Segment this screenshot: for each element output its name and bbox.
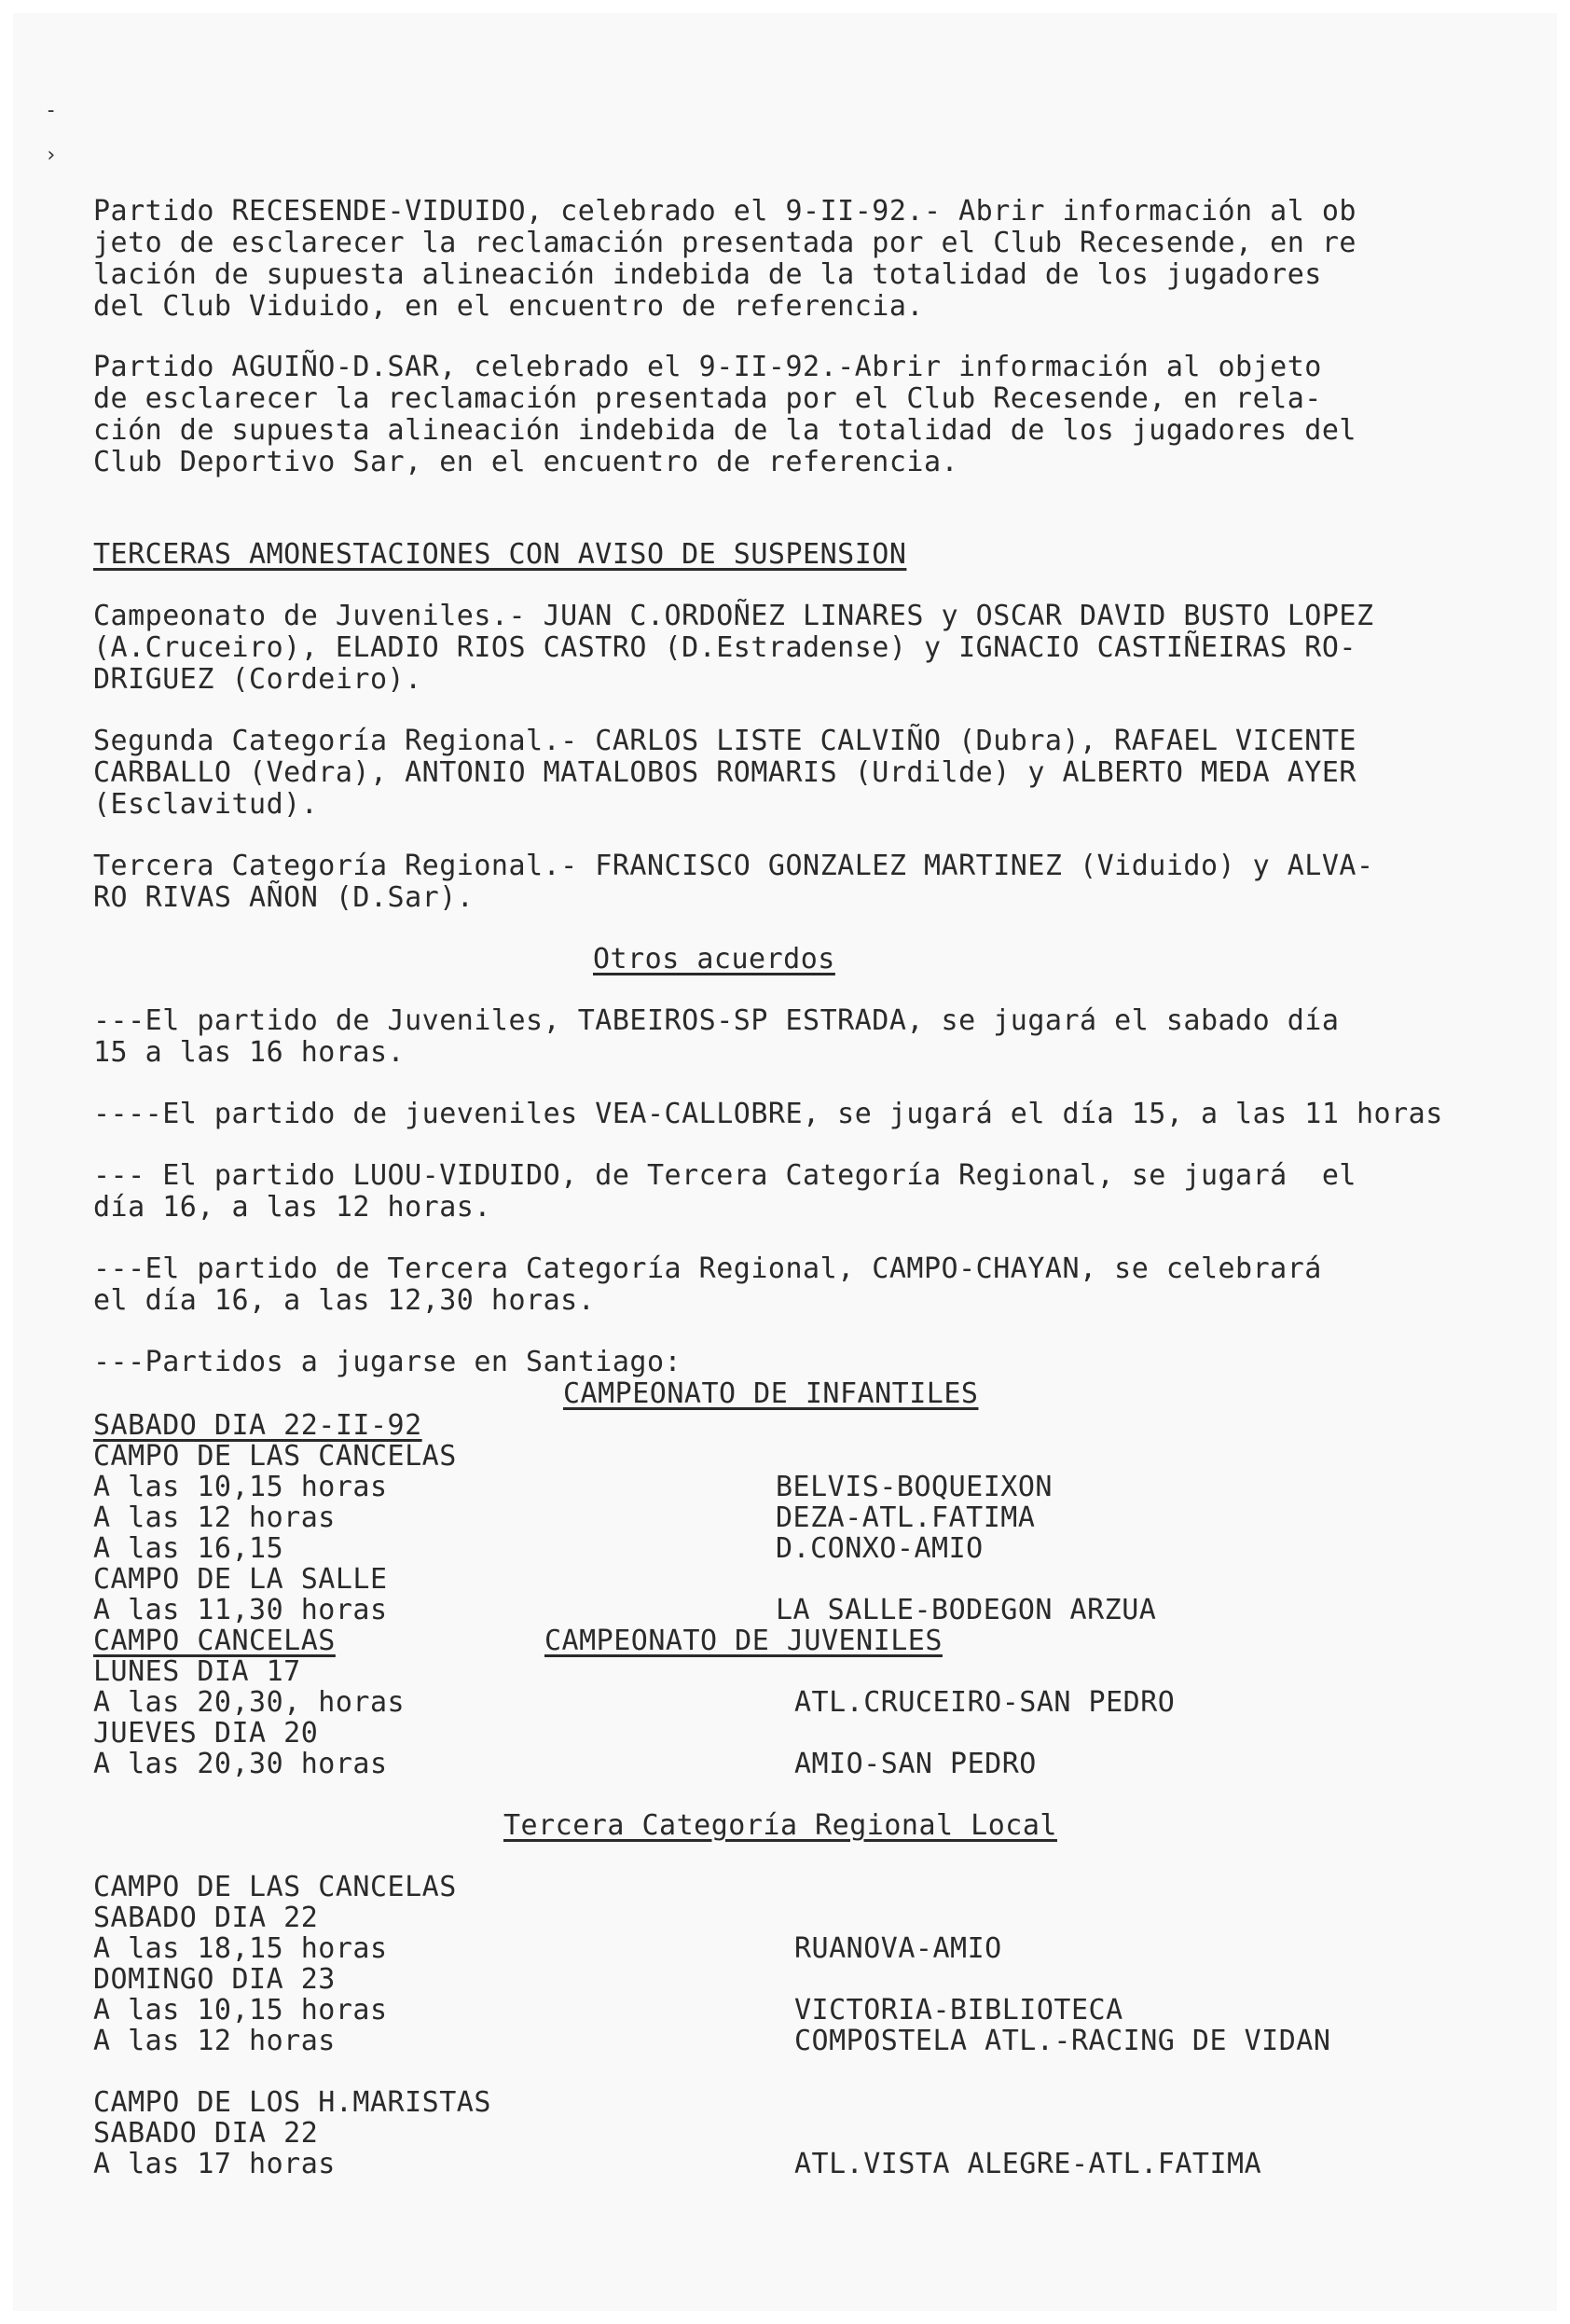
venue-line: CAMPO DE LOS H.MARISTAS <box>93 2086 491 2119</box>
acuerdo-line: ---El partido de Tercera Categoría Regional, CAMPO-CHAYAN, se celebrará <box>93 1252 1322 1285</box>
schedule-time: A las 10,15 horas <box>93 1994 388 2027</box>
schedule-time: A las 11,30 horas <box>93 1594 388 1626</box>
acuerdo-line: el día 16, a las 12,30 horas. <box>93 1284 596 1317</box>
margin-tick-mark: - <box>45 99 58 122</box>
juveniles-line: DRIGUEZ (Cordeiro). <box>93 663 422 696</box>
schedule-match: DEZA-ATL.FATIMA <box>776 1501 1036 1534</box>
venue-line: CAMPO DE LAS CANCELAS <box>93 1871 457 1903</box>
otros-acuerdos-heading: Otros acuerdos <box>593 943 835 975</box>
acuerdo-line: ----El partido de jueveniles VEA-CALLOBRE, se jugará el día 15, a las 11 horas <box>93 1098 1443 1130</box>
juveniles-line: (A.Cruceiro), ELADIO RIOS CASTRO (D.Estradense) y IGNACIO CASTIÑEIRAS RO- <box>93 631 1357 664</box>
schedule-time: A las 20,30, horas <box>93 1686 406 1719</box>
schedule-time: A las 12 horas <box>93 1501 336 1534</box>
typed-document <box>13 13 1557 2311</box>
venue-line: CAMPO DE LA SALLE <box>93 1563 388 1596</box>
segunda-line: Segunda Categoría Regional.- CARLOS LISTE CALVIÑO (Dubra), RAFAEL VICENTE <box>93 725 1357 757</box>
margin-tick-mark: › <box>45 144 58 167</box>
para2-line: ción de supuesta alineación indebida de la totalidad de los jugadores del <box>93 414 1357 447</box>
day-heading: SABADO DIA 22 <box>93 2117 319 2150</box>
segunda-line: CARBALLO (Vedra), ANTONIO MATALOBOS ROMARIS (Urdilde) y ALBERTO MEDA AYER <box>93 756 1357 789</box>
schedule-match: D.CONXO-AMIO <box>776 1532 984 1565</box>
acuerdo-line: 15 a las 16 horas. <box>93 1036 406 1069</box>
schedule-time: A las 16,15 <box>93 1532 284 1565</box>
day-heading: LUNES DIA 17 <box>93 1655 301 1688</box>
para1-line: lación de supuesta alineación indebida de la totalidad de los jugadores <box>93 258 1322 291</box>
schedule-match: COMPOSTELA ATL.-RACING DE VIDAN <box>794 2025 1331 2057</box>
schedule-match: VICTORIA-BIBLIOTECA <box>794 1994 1123 2027</box>
day-heading: JUEVES DIA 20 <box>93 1717 319 1750</box>
schedule-match: LA SALLE-BODEGON ARZUA <box>776 1594 1157 1626</box>
tercera-local-heading: Tercera Categoría Regional Local <box>503 1809 1057 1842</box>
schedule-match: AMIO-SAN PEDRO <box>794 1748 1037 1780</box>
venue-line: CAMPO CANCELAS <box>93 1625 336 1657</box>
schedule-match: ATL.VISTA ALEGRE-ATL.FATIMA <box>794 2148 1262 2180</box>
schedule-match: BELVIS-BOQUEIXON <box>776 1471 1053 1503</box>
amonestaciones-heading: TERCERAS AMONESTACIONES CON AVISO DE SUSPENSION <box>93 538 907 571</box>
schedule-time: A las 20,30 horas <box>93 1748 388 1780</box>
schedule-match: ATL.CRUCEIRO-SAN PEDRO <box>794 1686 1176 1719</box>
para1-line: del Club Viduido, en el encuentro de referencia. <box>93 290 924 323</box>
para1-line: jeto de esclarecer la reclamación presentada por el Club Recesende, en re <box>93 227 1357 259</box>
schedule-match: RUANOVA-AMIO <box>794 1932 1002 1965</box>
schedule-time: A las 17 horas <box>93 2148 336 2180</box>
day-heading: DOMINGO DIA 23 <box>93 1963 336 1996</box>
schedule-time: A las 12 horas <box>93 2025 336 2057</box>
para2-line: Partido AGUIÑO-D.SAR, celebrado el 9-II-92.-Abrir información al objeto <box>93 351 1322 383</box>
tercera-line: RO RIVAS AÑON (D.Sar). <box>93 881 475 914</box>
day-heading: SABADO DIA 22-II-92 <box>93 1409 422 1442</box>
segunda-line: (Esclavitud). <box>93 788 319 821</box>
juveniles-heading: CAMPEONATO DE JUVENILES <box>544 1625 943 1657</box>
acuerdo-line: --- El partido LUOU-VIDUIDO, de Tercera Categoría Regional, se jugará el <box>93 1159 1357 1192</box>
acuerdo-line: día 16, a las 12 horas. <box>93 1191 491 1224</box>
para1-line: Partido RECESENDE-VIDUIDO, celebrado el 9-II-92.- Abrir información al ob <box>93 195 1357 228</box>
para2-line: de esclarecer la reclamación presentada por el Club Recesende, en rela- <box>93 382 1322 415</box>
day-heading: SABADO DIA 22 <box>93 1902 319 1934</box>
schedule-time: A las 10,15 horas <box>93 1471 388 1503</box>
tercera-line: Tercera Categoría Regional.- FRANCISCO GONZALEZ MARTINEZ (Viduido) y ALVA- <box>93 850 1374 882</box>
acuerdo-line: ---El partido de Juveniles, TABEIROS-SP ESTRADA, se jugará el sabado día <box>93 1004 1340 1037</box>
venue-line: CAMPO DE LAS CANCELAS <box>93 1440 457 1473</box>
partidos-intro: ---Partidos a jugarse en Santiago: <box>93 1346 682 1378</box>
infantiles-heading: CAMPEONATO DE INFANTILES <box>563 1377 979 1410</box>
juveniles-line: Campeonato de Juveniles.- JUAN C.ORDOÑEZ LINARES y OSCAR DAVID BUSTO LOPEZ <box>93 600 1374 632</box>
schedule-time: A las 18,15 horas <box>93 1932 388 1965</box>
para2-line: Club Deportivo Sar, en el encuentro de referencia. <box>93 446 959 478</box>
